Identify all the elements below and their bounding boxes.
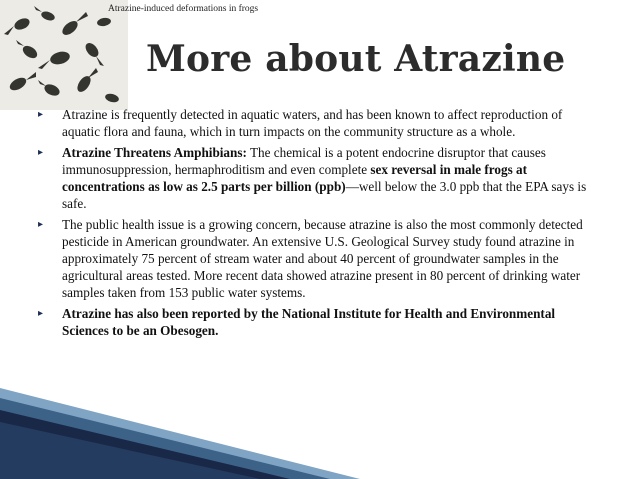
bullet-bold-text: Atrazine has also been reported by the National Institute for Health and Environmental Sciences to be an Obesogen. [62, 306, 556, 338]
bullet-text: —well below the 3.0 ppb that the EPA says is safe. [62, 179, 587, 211]
slide-title: More about Atrazine [146, 38, 566, 80]
bullet-arrow-icon: ▸ [38, 308, 44, 319]
bullet-bold-text: sex reversal in male frogs at concentrations as low as 2.5 parts per billion (ppb) [62, 162, 528, 194]
bullet-item [38, 216, 600, 301]
bullet-item [38, 106, 600, 140]
bullet-item [38, 305, 600, 339]
bullet-text: The public health issue is a growing concern, because atrazine is also the most commonly detected pesticide in American groundwater. An extensive U.S. Geological Survey study found atrazine in approximately 75 percent of stream water and about 40 percent of groundwater samples in the agricultural areas tested. More recent data showed atrazine present in 80 percent of drinking water samples taken from 153 public water systems. [62, 217, 583, 300]
bullet-list [38, 106, 600, 343]
decorative-wave [0, 380, 638, 479]
bullet-item [38, 144, 600, 212]
photo-caption: Atrazine-induced deformations in frogs [108, 4, 259, 14]
bullet-bold-text: Atrazine Threatens Amphibians: [62, 145, 247, 160]
bullet-arrow-icon: ▸ [38, 219, 44, 230]
bullet-arrow-icon: ▸ [38, 109, 44, 120]
frog-photo-icon [0, 0, 128, 110]
bullet-text: Atrazine is frequently detected in aquatic waters, and has been known to affect reproduction of aquatic flora and fauna, which in turn impacts on the community structure as a whole. [62, 107, 563, 139]
bullet-arrow-icon: ▸ [38, 147, 44, 158]
bullet-text: The chemical is a potent endocrine disruptor that causes immunosuppression, hermaphroditism and even complete [62, 145, 546, 177]
